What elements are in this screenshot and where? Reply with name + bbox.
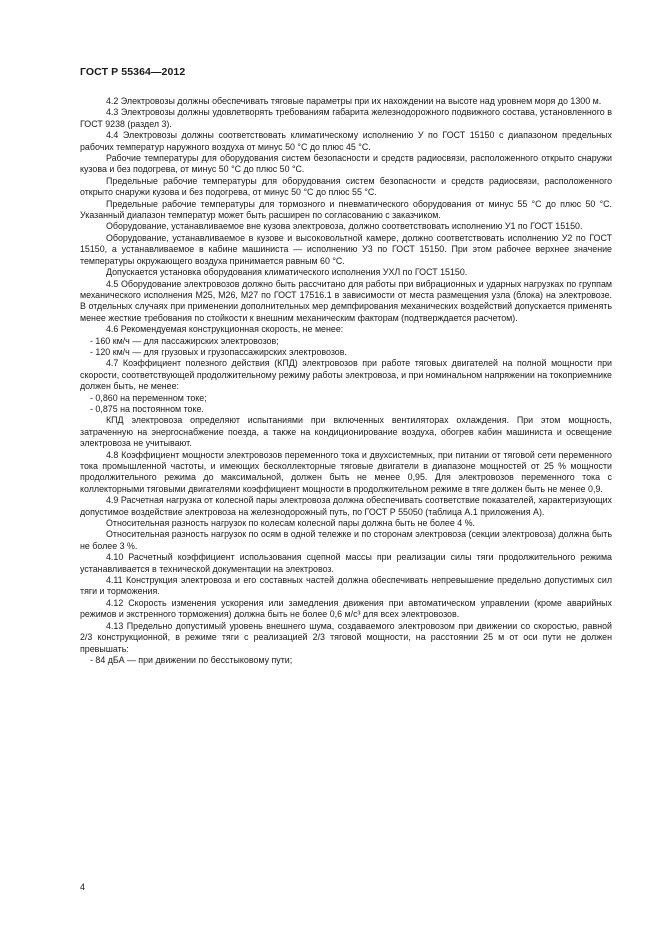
paragraph-axle-load-difference: Относительная разность нагрузок по осям в одной тележке и по сторонам электровоза (секции электровоза) должна быть не более 3 %.: [80, 529, 612, 551]
paragraph-4-3: 4.3 Электровозы должны удовлетворять требованиям габарита железнодорожного подвижного состава, установленного в ГОСТ 9238 (раздел 3).: [80, 107, 612, 129]
paragraph-4-4: 4.4 Электровозы должны соответствовать климатическому исполнению У по ГОСТ 15150 с диапазоном предельных рабочих температур наружного воздуха от минус 50 °С до плюс 45 °С.: [80, 130, 612, 152]
paragraph-4-8: 4.8 Коэффициент мощности электровозов переменного тока и двухсистемных, при питании от тяговой сети переменного тока промышленной частоты, и имеющих бесколлекторные тяговые двигатели в диапазоне мощностей от 25 % мощности продолжительного режима до максимальной, должен быть не менее 0,95. Для электровозов переменного тока с коллекторными тяговыми двигателями коэффициент мощности в продолжительном режиме в тяге должен быть не менее 0,9.: [80, 449, 612, 494]
paragraph-4-7: 4.7 Коэффициент полезного действия (КПД) электровозов при работе тяговых двигателей на полной мощности при скорости, соответствующей продолжительному режиму работы электровоза, и при номинальном напряжении на токоприемнике должен быть, не менее:: [80, 358, 612, 392]
list-item: - 160 км/ч — для пассажирских электровозов;: [90, 335, 279, 346]
paragraph-4-11: 4.11 Конструкция электровоза и его составных частей должна обеспечивать непревышение предельно допустимых сил тяги и торможения.: [80, 575, 612, 597]
paragraph-uhl-equipment: Допускается установка оборудования климатического исполнения УХЛ по ГОСТ 15150.: [106, 267, 468, 278]
list-item: - 120 км/ч — для грузовых и грузопассажирских электровозов.: [90, 346, 347, 357]
document-body: [80, 96, 612, 666]
paragraph-4-6: 4.6 Рекомендуемая конструкционная скорость, не менее:: [106, 324, 344, 335]
paragraph-efficiency-testing: КПД электровоза определяют испытаниями при включенных вентиляторах охлаждения. При этом мощность, затраченную на энергоснабжение поезда, а также на кондиционирование воздуха, обогрев кабин машиниста и освещение электровоза не учитывают.: [80, 415, 612, 449]
standard-header: ГОСТ Р 55364—2012: [80, 66, 186, 78]
paragraph-4-9: 4.9 Расчетная нагрузка от колесной пары электровоза должна обеспечивать соответствие показателей, характеризующих допустимое воздействие электровоза на железнодорожный путь, по ГОСТ Р 55050 (таблица А.1 приложения А).: [80, 495, 612, 517]
list-item: - 0,875 на постоянном токе.: [90, 403, 204, 414]
paragraph-brake-temperatures: Предельные рабочие температуры для тормозного и пневматического оборудования от минус 55 °С до плюс 50 °С. Указанный диапазон температур может быть расширен по согласованию с заказчиком.: [80, 198, 612, 221]
paragraph-4-12: 4.12 Скорость изменения ускорения или замедления движения при автоматическом управлении (кроме аварийных режимов и экстренного торможения) должна быть не более 0,6 м/с³ для всех электровозов.: [80, 597, 612, 620]
paragraph-4-5: 4.5 Оборудование электровозов должно быть рассчитано для работы при вибрационных и ударных нагрузках по группам механического исполнения М25, М26, М27 по ГОСТ 17516.1 в зависимости от места размещения узла (блока) на электровозе. В отдельных случаях при применении дополнительных мер демпфирования механических воздействий допускается применять менее жесткие требования по стойкости к внешним механическим факторам (подтверждается расчетом).: [80, 278, 612, 323]
paragraph-4-2: 4.2 Электровозы должны обеспечивать тяговые параметры при их нахождении на высоте над уровнем моря до 1300 м.: [106, 96, 602, 106]
list-item: - 84 дБА — при движении по бесстыковому пути;: [90, 654, 293, 665]
paragraph-inside-equipment: Оборудование, устанавливаемое в кузове и высоковольтной камере, должно соответствовать исполнению У2 по ГОСТ 15150, а устанавливаемое в кабине машиниста — исполнению У3 по ГОСТ 15150. При этом рабочее верхнее значение температуры окружающего воздуха принимается равным 60 °С.: [80, 232, 612, 266]
paragraph-outside-equipment: Оборудование, устанавливаемое вне кузова электровоза, должно соответствовать исполнению У1 по ГОСТ 15150.: [106, 221, 583, 232]
paragraph-4-13: 4.13 Предельно допустимый уровень внешнего шума, создаваемого электровозом при движении со скоростью, равной 2/3 конструкционной, в режиме тяги с реализацией 2/3 тяговой мощности, на расстоянии 25 м от оси пути не должен превышать:: [80, 620, 612, 654]
page-number: 4: [80, 882, 86, 892]
paragraph-working-temperatures: Рабочие температуры для оборудования систем безопасности и средств радиосвязи, расположенного открыто снаружи кузова и без подогрева, от минус 50 °С до плюс 50 °С.: [80, 153, 612, 175]
paragraph-limit-temperatures: Предельные рабочие температуры для оборудования систем безопасности и средств радиосвязи, расположенного открыто снаружи кузова и без подогрева, от минус 50 °С до плюс 55 °С.: [80, 175, 612, 198]
list-item: - 0,860 на переменном токе;: [90, 392, 207, 403]
paragraph-wheel-load-difference: Относительная разность нагрузок по колесам колесной пары должна быть не более 4 %.: [106, 518, 475, 529]
paragraph-4-10: 4.10 Расчетный коэффициент использования сцепной массы при реализации силы тяги продолжительного режима устанавливается в технической документации на электровоз.: [80, 552, 612, 574]
